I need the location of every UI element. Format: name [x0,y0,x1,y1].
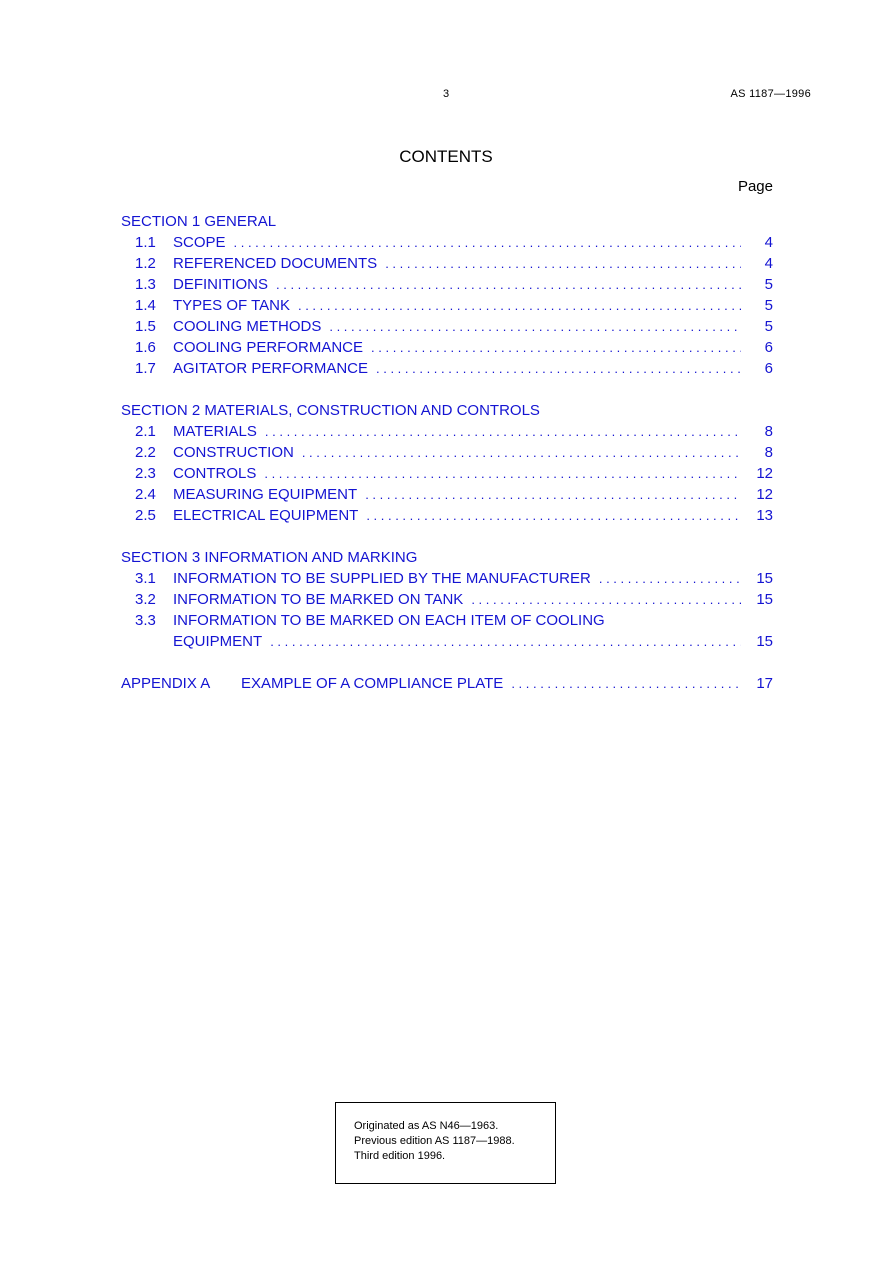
dot-leader [234,232,741,253]
dot-leader [511,673,741,694]
dot-leader [276,274,741,295]
dot-leader [270,631,741,652]
toc-entry-number: 1.6 [135,339,156,356]
toc-entry-number: 1.4 [135,297,156,314]
origin-note-line: Third edition 1996. [354,1150,446,1162]
dot-leader [365,484,741,505]
dot-leader [298,295,741,316]
toc-entry-1-2[interactable] [121,253,773,274]
toc-entry-title: INFORMATION TO BE MARKED ON EACH ITEM OF COOLING [173,612,605,629]
dot-leader [264,463,741,484]
toc-entry-page: 8 [764,423,773,440]
toc-entry-1-7[interactable] [121,358,773,379]
toc-entry-title: MEASURING EQUIPMENT [173,486,358,503]
section-gap [121,379,773,400]
toc-entry-title: REFERENCED DOCUMENTS [173,255,378,272]
dot-leader [329,316,741,337]
toc-entry-1-5[interactable] [121,316,773,337]
section-gap [121,526,773,547]
appendix-label: APPENDIX A [121,675,211,692]
toc-entry-page: 5 [764,276,773,293]
contents-title: CONTENTS [399,147,493,166]
dot-leader [471,589,741,610]
dot-leader [371,337,741,358]
toc-entry-number: 2.5 [135,507,156,524]
dot-leader [599,568,741,589]
toc-entry-number: 3.1 [135,570,156,587]
toc-entry-page: 15 [756,591,773,608]
toc-entry-1-4[interactable] [121,295,773,316]
toc-entry-title: AGITATOR PERFORMANCE [173,360,369,377]
toc-entry-number: 2.1 [135,423,156,440]
page-number: 3 [442,88,450,100]
toc-entry-number: 1.7 [135,360,156,377]
dot-leader [385,253,741,274]
toc-entry-title: CONSTRUCTION [173,444,294,461]
toc-entry-number: 1.1 [135,234,156,251]
toc-entry-number: 1.5 [135,318,156,335]
toc-entry-2-2[interactable] [121,442,773,463]
origin-note-line: Previous edition AS 1187—1988. [354,1135,515,1147]
toc-entry-1-6[interactable] [121,337,773,358]
dot-leader [376,358,741,379]
toc-entry-2-1[interactable] [121,421,773,442]
toc-entry-title: COOLING PERFORMANCE [173,339,364,356]
dot-leader [302,442,741,463]
toc-entry-3-3[interactable] [121,610,773,631]
toc-entry-title: ELECTRICAL EQUIPMENT [173,507,359,524]
origin-note-box [335,1102,556,1184]
standard-number: AS 1187—1996 [730,88,811,100]
toc-entry-page: 15 [756,633,773,650]
toc-entry-page: 12 [756,486,773,503]
toc-entry-title: MATERIALS [173,423,257,440]
toc-entry-page: 15 [756,570,773,587]
toc-entry-number: 2.3 [135,465,156,482]
toc-entry-page: 5 [764,318,773,335]
toc-entry-title: INFORMATION TO BE MARKED ON TANK [173,591,464,608]
toc-entry-page: 4 [764,234,773,251]
toc-entry-title: SCOPE [173,234,226,251]
toc-entry-page: 8 [764,444,773,461]
toc-entry-number: 1.3 [135,276,156,293]
toc-entry-1-1[interactable] [121,232,773,253]
toc-entry-title: EXAMPLE OF A COMPLIANCE PLATE [241,675,504,692]
toc-entry-page: 5 [764,297,773,314]
toc-section-1-heading[interactable]: SECTION 1 GENERAL [121,213,277,230]
toc-entry-2-3[interactable] [121,463,773,484]
toc-entry-3-3-continued[interactable] [121,631,773,652]
toc-entry-title: INFORMATION TO BE SUPPLIED BY THE MANUFACTURER [173,570,591,587]
toc-entry-page: 17 [756,675,773,692]
toc-entry-number: 1.2 [135,255,156,272]
toc-entry-title-continuation: EQUIPMENT [173,633,263,650]
toc-entry-page: 13 [756,507,773,524]
toc-entry-page: 6 [764,360,773,377]
toc-entry-title: CONTROLS [173,465,257,482]
toc-entry-2-4[interactable] [121,484,773,505]
toc-entry-3-1[interactable] [121,568,773,589]
page-column-heading: Page [737,178,773,195]
toc-entry-number: 3.2 [135,591,156,608]
dot-leader [366,505,741,526]
section-gap [121,652,773,673]
table-of-contents [121,211,773,694]
toc-entry-indent [121,631,173,652]
toc-entry-title: TYPES OF TANK [173,297,290,314]
toc-entry-title: DEFINITIONS [173,276,269,293]
toc-section-3-heading[interactable]: SECTION 3 INFORMATION AND MARKING [121,549,418,566]
toc-entry-3-2[interactable] [121,589,773,610]
toc-entry-1-3[interactable] [121,274,773,295]
toc-entry-number: 3.3 [135,612,156,629]
toc-entry-number: 2.4 [135,486,156,503]
toc-entry-2-5[interactable] [121,505,773,526]
origin-note-line: Originated as AS N46—1963. [354,1120,499,1132]
toc-entry-appendix-a[interactable] [121,673,773,694]
toc-entry-number: 2.2 [135,444,156,461]
toc-entry-page: 6 [764,339,773,356]
dot-leader [265,421,741,442]
toc-section-2-heading[interactable]: SECTION 2 MATERIALS, CONSTRUCTION AND CONTROLS [121,402,540,419]
toc-entry-title: COOLING METHODS [173,318,322,335]
toc-entry-page: 4 [764,255,773,272]
toc-entry-page: 12 [756,465,773,482]
